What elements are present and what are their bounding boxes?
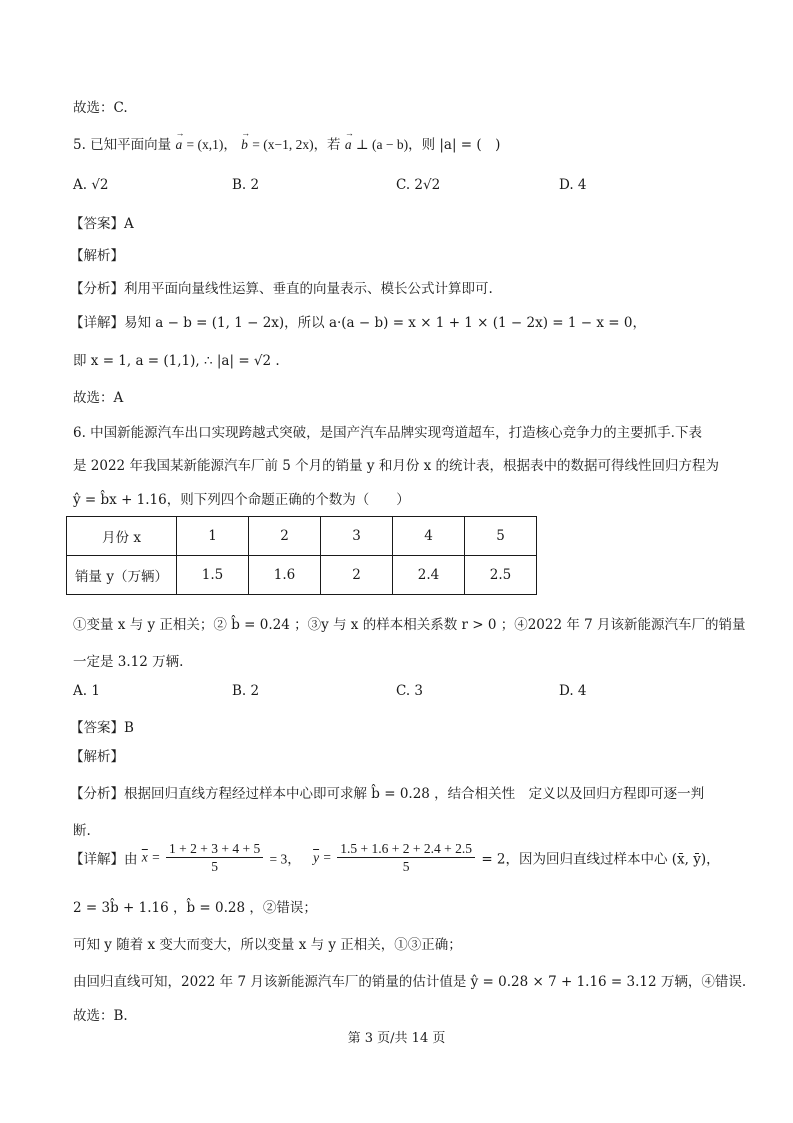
q5-option-b: B. 2 [232,177,260,193]
table-header-sales: 销量 y（万辆） [67,556,177,595]
q6-option-b: B. 2 [232,683,260,699]
table-row-month [67,517,537,556]
q6-option-a: A. 1 [73,683,100,699]
table-cell-sales-5: 2.5 [465,556,537,595]
table-cell-month-3: 3 [321,517,393,556]
table-cell-month-2: 2 [249,517,321,556]
q6-stem-line-1: 6. 中国新能源汽车出口实现跨越式突破，是国产汽车品牌实现弯道超车，打造核心竞争力的主要抓手.下表 [73,425,702,441]
y-bar-result: = 2，因为回归直线过样本中心 (x̄, ȳ)， [481,851,720,868]
q5-stem-prefix: 5. 已知平面向量 [73,137,172,153]
q5-answer: 【答案】A [70,216,134,232]
table-cell-sales-3: 2 [321,556,393,595]
table-header-month: 月份 x [67,517,177,556]
q5-ask: ，则 |a| = ( ) [408,137,501,153]
q6-analysis-label: 【解析】 [70,749,124,765]
q5-option-a: A. √2 [73,177,109,193]
page-footer: 第 3 页/共 14 页 [347,1031,446,1046]
table-cell-sales-4: 2.4 [393,556,465,595]
q6-detail-means: 【详解】由 $\overline{x}$ = $\frac{1 + 2 + 3 + 4 + 5}{5}$ = 3， $\overline{y}$ = $\frac{1.5 + 1.6 + 2 + 2.4 + 2.5}{5}$ = 2，因为回归直线过样本中心 (x̄, ȳ)， [70,841,720,874]
vector-a-symbol-2: → a [345,137,352,153]
q5-detail-line-1: 【详解】易知 a − b = (1, 1 − 2x)，所以 a·(a − b) = x × 1 + 1 × (1 − 2x) = 1 − x = 0， [70,315,646,331]
y-bar-numerator: 1.5 + 1.6 + 2 + 2.4 + 2.5 [337,840,475,858]
x-bar-result: = 3， [269,851,301,867]
q6-detail-line-3: 可知 y 随着 x 变大而变大，所以变量 x 与 y 正相关，①③正确； [73,937,462,953]
q6-stem-line-3: ŷ = b̂x + 1.16，则下列四个命题正确的个数为（ ） [73,492,410,508]
q5-condition: ⊥ (a − b) [355,137,409,152]
q5-a-definition: = (x,1) [186,137,224,152]
q6-propositions-line-2: 一定是 3.12 万辆. [73,654,184,670]
q5-b-definition: = (x−1, 2x) [252,137,314,152]
q6-answer: 【答案】B [70,720,134,736]
q5-option-d: D. 4 [559,177,587,193]
q6-detail-label: 【详解】由 [70,851,138,868]
q6-option-c: C. 3 [396,683,424,699]
q6-fenxi-line-2: 断. [73,823,91,839]
x-bar-symbol: $\overline{x}$ [141,849,148,865]
y-bar-symbol: $\overline{y}$ [313,849,320,865]
q5-conclusion: 故选：A [73,390,124,406]
table-cell-month-1: 1 [177,517,249,556]
q6-detail-line-2: 2 = 3b̂ + 1.16 ，b̂ = 0.28 ，②错误； [73,900,317,916]
q5-option-c: C. 2√2 [396,177,441,193]
q6-propositions-line-1: ①变量 x 与 y 正相关；② b̂ = 0.24 ；③y 与 x 的样本相关系数 r > 0 ；④2022 年 7 月该新能源汽车厂的销量 [73,617,746,633]
q5-fenxi: 【分析】利用平面向量线性运算、垂直的向量表示、模长公式计算即可. [70,281,493,297]
x-bar-fraction [166,840,263,875]
q5-analysis-label: 【解析】 [70,248,124,264]
q6-conclusion: 故选：B. [73,1008,128,1024]
table-cell-month-4: 4 [393,517,465,556]
table-row-sales [67,556,537,595]
q5-detail-line-2: 即 x = 1, a = (1,1), ∴ |a| = √2 . [73,353,280,369]
vector-a-symbol: → a [175,137,182,153]
x-bar-denominator: 5 [211,859,218,874]
q5-stem: 5. 已知平面向量 → a = (x,1)， → b = (x−1, 2x)，若 → a ⊥ (a − b)，则 |a| = ( ) [73,133,500,153]
table-cell-month-5: 5 [465,517,537,556]
y-bar-denominator: 5 [402,859,410,874]
table-cell-sales-1: 1.5 [177,556,249,595]
q5-cond-prefix: ，若 [313,137,341,153]
vector-b-symbol: → b [241,137,248,153]
q6-fenxi-line-1: 【分析】根据回归直线方程经过样本中心即可求解 b̂ = 0.28 ，结合相关性 定义以及回归方程即可逐一判 [70,786,705,802]
x-bar-numerator: 1 + 2 + 3 + 4 + 5 [166,840,263,858]
q6-detail-line-4: 由回归直线可知，2022 年 7 月该新能源汽车厂的销量的估计值是 ŷ = 0.28 × 7 + 1.16 = 3.12 万辆，④错误. [73,974,747,990]
sales-table [66,516,537,595]
q6-option-d: D. 4 [559,683,587,699]
q6-stem-line-2: 是 2022 年我国某新能源汽车厂前 5 个月的销量 y 和月份 x 的统计表，根据表中的数据可得线性回归方程为 [73,458,720,474]
table-cell-sales-2: 1.6 [249,556,321,595]
previous-answer-conclusion: 故选：C. [73,100,128,116]
y-bar-fraction [337,840,475,875]
